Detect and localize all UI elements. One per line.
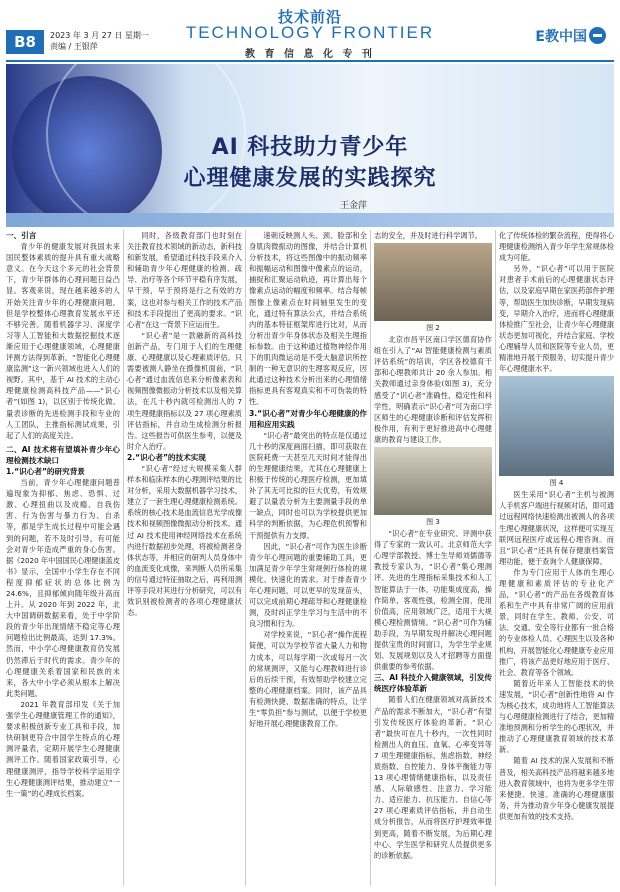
hero-band — [6, 213, 614, 227]
subsection-heading: 3.“识心者”对青少年心理健康的作用和应用实践 — [249, 408, 367, 429]
paragraph: 同时，各级教育部门也时刻在关注教育技术领域的新动态，新科技和新发展，希望通过科技手段来介入和辅助青少年心理健康的检测、疏导、治疗等各个环节平稳有序发展，早干预，早于预将是行之有效的方案，这也对参与相关工作的技术产品和技术手段提出了更高的要求。“识心者”在这一背景下应运而生。 — [127, 231, 242, 329]
article-title-line2: 心理健康发展的实践探究 — [183, 166, 437, 191]
section-subtitle: 教 育 信 息 化 专 刊 — [245, 49, 375, 60]
paragraph: 因此，“识心者”可作为医生诊断青少年心理问题的重要辅助工具，更加满足青少年学生常规例行体检的规模化、快速化的需求。对于排查青少年心理问题，可以更早的发现苗头，可以完成前期心理疏导和心理健康检测，及时纠正学生学习与生活中的不良习惯和行为。 — [249, 541, 367, 629]
logo-icon — [589, 27, 606, 44]
subsection-heading: 1.“识心者”的研究背景 — [6, 466, 85, 476]
paragraph: 随着近年来人工智能技术的快速发展，“识心者”创新性地将 AI 作为核心技术，成功地将人工智能算法与心理健康检测进行了结合，更加精准地预测和分析学生的心理状况，并推动了心理健康教育领域的技术革新。 — [499, 678, 614, 755]
page-number-badge: B8 — [6, 30, 44, 54]
paragraph: 速刺反映测人头、颈、脸部和全身肌肉微振动的图像，并结合计算机分析技术，将这些图像中的振动频率和振幅运动和图像中像素点的运动，捕捉和汇聚运动轨迹，再计算出每个像素点运动的幅度和频率。结合每帧图像上像素点在时间轴里发生的变化，通过特有算法公式，并结合系统内的基本特征框架库进行比对，从而分析出青少年身体状态及相关生理指标参数。由于这种通过植物神经作用下的肌肉微运动是不受大脑意识所控制的一种无意识的生理客观反应，因此通过这种技术分析出来的心理情绪指标更具有客观真实和不可伪装的特性。 — [249, 231, 367, 407]
paragraph: 作为专门应用于人体的生理心理健康和素质评估的专业化产品，“识心者”的产品在各级教育体系和生产中具有非常广阔的应用前景，同时在学生、教师、公安、司法、交通、安全等行业都有一批合格的专业体检人员、心理医生以及各种机构，开展智能化心理健康专业应用推广，将该产品更好地应用于医疗、社会、教育等各个领域。 — [499, 567, 614, 677]
subsection-heading: 2.“识心者”的技术实现 — [127, 452, 206, 462]
figure-4-caption: 图 4 — [549, 479, 564, 488]
column-divider — [370, 230, 371, 886]
column-divider — [245, 230, 246, 886]
page-header — [0, 0, 620, 62]
paragraph: 对学校来说，“识心者”操作流程简便，可以为学校节省大量人力和物力成本，可以每学期一次或每月一次的常规测评，又能与心理教师进行诊后的后续干预，有效帮助学校建立完整的心理健康档案。同时，该产品具有检测快捷、数据准确的特点，让学生“零负担”参与测试，以便于学校更好地开展心理健康教育工作。 — [249, 630, 367, 729]
section-heading: 一、引言 — [6, 231, 37, 240]
paragraph: 医生采用“识心者”主机与被测人手机客户端进行视频对话，即可通过远程网络快速检测出被测人的各项生理心理健康状况，这样便可实现互联网远程医疗或远程心理咨询。而且“识心者”还具有保存健康档案管理功能，便于查询个人健康保障。 — [499, 490, 614, 566]
paragraph: “识心者”是一款融新的高科技创新产品，专门用于人们的生理健康、心理健康以及心理素质评估。只需要被测人静坐在摄像机面前，“识心者”通过血流信息来分析像素表和视频图像微振动分析技术以及相关算法，在几十秒内就可检测出人的 7 项生理健康指标以及 27 项心理素质评估指标，并自动生成检测分析报告。这些报告可供医生参考，以便及时介入治疗。 — [127, 330, 242, 451]
paragraph: 另外，“识心者”可以用于医院对患者手术前后的心理健康状态评估，以及家庭早期在家医药部件护理等，帮助医生加快诊断，早期发现病变，早期介入治疗，进而将心理健康体检推广至社会，让青少年心理健康状态更加可视化，并结合家庭、学校心理辅导人员和医院等专业人员，更精准地开展干预服务，切实提升青少年心理健康水平。 — [499, 264, 614, 374]
paragraph: 化了传统体检的繁杂流程，使得将心理健康检测纳入青少年学生常规体检成为可能。 — [499, 231, 614, 263]
article-column-3 — [249, 230, 367, 886]
figure-4-photo — [499, 376, 614, 476]
paragraph: 当前，青少年心理健康问题普遍现象为抑郁、焦虑、恐惧、过激、心理扭曲以及成瘾、自我伤害、行为伤害与暴力行为、自杀等，都是学生成长过程中可能会遇到的问题，若不及时引导，有可能会对青少年造成严重的身心伤害。据《2020 年中国国民心理健康蓝皮书》显示，全国中小学生存在不同程度抑郁症状的总体比例为 24.6%，且抑郁倾向随年级升高而上升。从 2020 年到 2022 年，北大中国调研数据来看，处于中学阶段的青少年出现情绪不稳定等心理问题检出比例最高，达到 17.3%。然而，中小学心理健康教育仍发展仍然滞后于时代的需求。青少年的心理健康关系着国家和民族的未来，各大中小学必须从根本上解决此类问题。 — [6, 478, 120, 698]
paragraph: “识心者”在专业研究、评测中获得了专家的一致认可。北京师范大学心理学部教授、博士生导师刘儒德等教授专家认为，“识心者”集心理测评、先进的生理指标采集技术和人工智能算法于一体，功能集成度高，操作简单，客观性强，检测全面，使用价值高，应用领域广泛，适用于大规模心理检测情境。“识心者”可作为辅助手段，为早期发现并解决心理问题提供宝贵的时间窗口，为学生学业规划、发展规划以及人才招聘等方面提供重要的参考依据。 — [374, 529, 492, 672]
paragraph: 随着 AI 技术的深入发展和不断普及，相关高科技产品将越来越多地进入教育领域中，也将为更多学生带来便捷、快速、准确的心理健康服务，并为推动青少年身心健康发展提供更加有效的技术支持。 — [499, 756, 614, 821]
paragraph: “识心者”经过大规模采集人群样本和临床样本的心理测评结果的比对分析，采用大数据机器学习技术，建立了一套生理心理健康检测系统。系统的核心技术是血流信息光学成像技术和视频图像微振动分析技术。通过 AI 技术使用神经网络技术在系统内进行数据初步处理，将被检测者身体状态等，并相应的研判人员身体中的血流变化成像，来判断人员所采集的信号通过特征抽取之后，再利用测评等手段对其进行分析研究，可以有效识别被检测者的各项心理健康状态。 — [127, 463, 242, 618]
column-divider — [495, 230, 496, 886]
paragraph: 北京市昌平区南口学区德育协作组在引入了“AI 智能健康检测与素质评估系统”的培训，学区各校德育干部和心理教师共计 20 余人参加。相关教师通过亲身体验(如图 3)，充分感受了“识心者”准确性、稳定性和科学性，明确表示“识心者”可为南口学区师生的心理健康诊断和评估发挥积极作用，有利于更好推进高中心理健康的教育与建设工作。 — [374, 335, 492, 444]
logo-text: E教中国 — [535, 29, 587, 45]
article-column-1 — [6, 230, 120, 886]
article-column-4 — [374, 230, 492, 886]
figure-3-caption: 图 3 — [426, 518, 440, 527]
article-column-5 — [499, 230, 614, 886]
header-rule — [6, 60, 614, 62]
figure-2-caption: 图 2 — [426, 324, 440, 333]
article-title-line1: AI 科技助力青少年 — [211, 135, 409, 160]
article-column-2 — [127, 230, 242, 886]
publication-logo — [535, 26, 606, 46]
paragraph: 志的安全，并及时进行科学调节。 — [374, 231, 482, 240]
article-author: 王金萍 — [340, 201, 368, 211]
paragraph: 2021 年教育部印发《关于加强学生心理健康管理工作的通知》，要求积极创新专业工具和手段，加快研制更符合中国学生特点的心理测评量表，定期开展学生心理健康测评工作。随着国家政策引导，心理健康测评，指导学校科学运用学生心理健康测评结果，推动建立“一生一策”的心理成长档案。 — [6, 699, 120, 798]
section-title-en: TECHNOLOGY FRONTIER — [185, 23, 435, 42]
column-divider — [123, 230, 124, 886]
paragraph: 随着人们在健康领域对高新技术产品的需求不断加大，“识心者”有望引发传统医疗体验的革新。“识心者”最快可在几十秒内，一次性同时检测出人的血压、血氧、心率变异等 7 项生理健康指标，焦虑指数、神经质指数、自控能力、身体平衡能力等 13 项心理情绪健康指标，以及责任感、人际敏感性、注意力、学习能力、适应能力、抗压能力、自信心等 27 项心理素质评估指标，并自动生成分析报告，从而将医疗护理效率提到更高，随着不断发展，为后期心理中心、学生医学和研究人员提供更多的诊断依据。 — [374, 695, 492, 860]
issue-date: 2023 年 3 月 27 日 星期一 — [50, 31, 149, 40]
section-title-cn: 技术前沿 — [277, 8, 342, 26]
section-heading: 三、AI 科技介入健康领域，引发传统医疗体验革新 — [374, 673, 492, 694]
section-heading: 二、AI 技术将有望填补青少年心理检测技术缺口 — [6, 444, 120, 465]
paragraph: “识心者”最突出的特点是仅通过几十秒的深度画面扫描，即可获取在医院耗费一天甚至几天时间才能得出的生理健康结果，尤其在心理健康上积极于传统的心理医疗检测，更加填补了其无可比拟的巨大优势，有效规避了以量表分析为主要测量手段的单一缺点，同时也可以为学校提供更加科学的判断依据，为心理危机预警和干预提供有力支撑。 — [249, 430, 367, 540]
figure-2-photo — [374, 243, 492, 321]
figure-3-photo — [374, 447, 492, 515]
editor-credit: 责编 / 王银萍 — [50, 42, 98, 51]
paragraph: 青少年的健康发展对我国未来国民整体素质的提升具有重大战略意义。在今天这个多元的社会背景下，青少年群体的心理问题日益凸显。客观来说，现在越来越多的人开始关注青少年的心理健康问题，但是学校整体心理教育发展水平还不够完善。随着机器学习、深度学习等人工智能和大数据挖掘技术逐渐应用于心理健康领域，心理健康评测方法得到革新，“智能化心理健康监测”这一新兴领域也进入人们的视野。其中，基于 AI 技术的主动心理健康检测高科技产品——“识心者”(如图 1)，以区别于传统化做、量表诊断的先进检测手段和专业的人工团队，主推指标测试成果，引起了人们的高度关注。 — [6, 242, 120, 440]
